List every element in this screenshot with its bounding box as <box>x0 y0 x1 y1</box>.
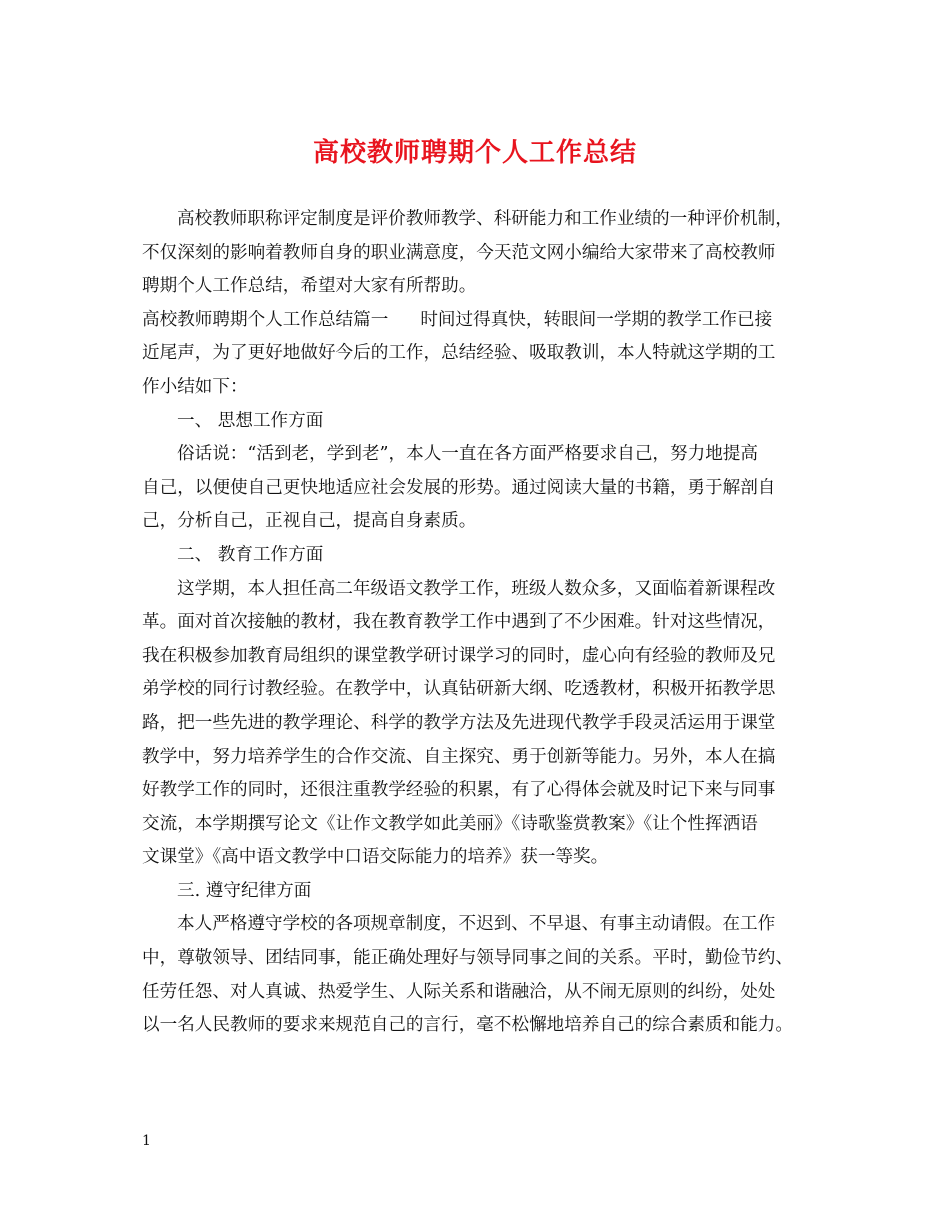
body-line: 任劳任怨、对人真诚、热爱学生、人际关系和谐融洽，从不闹无原则的纠纷，处处 <box>142 981 776 1002</box>
body-line: 以一名人民教师的要求来规范自己的言行，毫不松懈地培养自己的综合素质和能力。 <box>142 1015 793 1036</box>
body-line: 好教学工作的同时，还很注重教学经验的积累，有了心得体会就及时记下来与同事 <box>142 780 776 801</box>
section-heading: 二、 教育工作方面 <box>177 544 324 565</box>
page-title: 高校教师聘期个人工作总结 <box>312 138 637 168</box>
section-heading: 三. 遵守纪律方面 <box>177 880 312 901</box>
body-line: 革。面对首次接触的教材，我在教育教学工作中遇到了不少困难。针对这些情况， <box>142 612 776 633</box>
section-title: 高校教师聘期个人工作总结篇一 <box>142 309 389 330</box>
body-line: 弟学校的同行讨教经验。在教学中，认真钻研新大纲、吃透教材，积极开拓教学思 <box>142 679 776 700</box>
body-line: 这学期，本人担任高二年级语文教学工作，班级人数众多，又面临着新课程改 <box>177 578 776 599</box>
body-line: 本人严格遵守学校的各项规章制度，不迟到、不早退、有事主动请假。在工作 <box>177 914 776 935</box>
body-line: 交流，本学期撰写论文《让作文教学如此美丽》《诗歌鉴赏教案》《让个性挥洒语 <box>142 813 758 834</box>
body-line <box>142 304 830 338</box>
document-body <box>142 203 830 1043</box>
body-line: 不仅深刻的影响着教师自身的职业满意度，今天范文网小编给大家带来了高校教师 <box>142 242 776 263</box>
body-line: 近尾声，为了更好地做好今后的工作，总结经验、吸取教训，本人特就这学期的工 <box>142 343 776 364</box>
body-line: 中，尊敬领导、团结同事，能正确处理好与领导同事之间的关系。平时，勤俭节约、 <box>142 948 793 969</box>
section-heading: 一、 思想工作方面 <box>177 410 324 431</box>
body-line: 聘期个人工作总结，希望对大家有所帮助。 <box>142 276 477 297</box>
body-line: 己，分析自己，正视自己，提高自身素质。 <box>142 511 477 532</box>
body-line: 自己，以便使自己更快地适应社会发展的形势。通过阅读大量的书籍，勇于解剖自 <box>142 477 776 498</box>
body-line: 我在积极参加教育局组织的课堂教学研讨课学习的同时，虚心向有经验的教师及兄 <box>142 645 776 666</box>
page-number: 1 <box>142 1133 151 1149</box>
body-line: 高校教师职称评定制度是评价教师教学、科研能力和工作业绩的一种评价机制， <box>177 209 793 229</box>
body-line: 俗话说：“活到老，学到老”，本人一直在各方面严格要求自己，努力地提高 <box>177 444 758 465</box>
body-line: 作小结如下： <box>142 376 248 397</box>
body-text: 时间过得真快，转眼间一学期的教学工作已接 <box>420 309 773 330</box>
body-line: 路，把一些先进的教学理论、科学的教学方法及先进现代教学手段灵活运用于课堂 <box>142 712 776 733</box>
body-line: 文课堂》《高中语文教学中口语交际能力的培养》获一等奖。 <box>142 847 609 868</box>
body-line: 教学中，努力培养学生的合作交流、自主探究、勇于创新等能力。另外，本人在搞 <box>142 746 776 767</box>
